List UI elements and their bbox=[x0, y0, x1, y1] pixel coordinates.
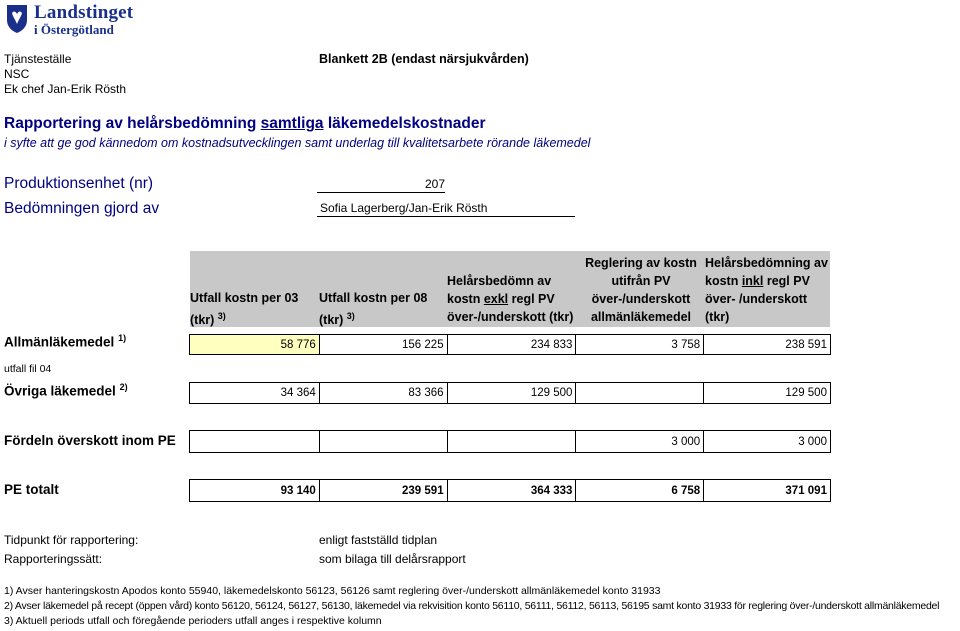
page-title: Rapportering av helårsbedömning samtliga läkemedelskostnader bbox=[4, 115, 486, 132]
production-unit-field[interactable] bbox=[317, 176, 445, 193]
assessed-by-label: Bedömningen gjord av bbox=[4, 200, 160, 217]
cell-ovriga-per08[interactable]: 83 366 bbox=[319, 383, 447, 403]
logo-name-line1: Landstinget bbox=[34, 2, 134, 23]
county-crest-icon bbox=[6, 4, 28, 34]
cell-total-per08: 239 591 bbox=[319, 480, 447, 501]
cell-ovriga-reglering[interactable] bbox=[575, 383, 703, 403]
cell-allman-per08[interactable]: 156 225 bbox=[319, 335, 447, 354]
cell-fordeln-inkl: 3 000 bbox=[703, 431, 830, 452]
row-label-allmanlakemedel: Allmänläkemedel $^{1)}$ bbox=[4, 333, 127, 350]
cell-fordeln-per08[interactable] bbox=[319, 431, 447, 452]
assessed-by-value: Sofia Lagerberg/Jan-Erik Rösth bbox=[320, 201, 488, 215]
reporting-method-label: Rapporteringssätt: bbox=[4, 552, 103, 566]
column-header-3: Helårsbedömn av kostn exkl regl PV över-/underskott (tkr) bbox=[447, 274, 574, 324]
cell-total-per03: 93 140 bbox=[280, 484, 316, 497]
row-label-fordeln-overskott: Fördeln överskott inom PE bbox=[4, 433, 176, 448]
production-unit-label: Produktionsenhet (nr) bbox=[4, 175, 154, 192]
production-unit-value: 207 bbox=[424, 177, 445, 191]
cell-total-inkl: 371 091 bbox=[703, 480, 830, 501]
unit-line1: Tjänsteställe bbox=[4, 52, 72, 66]
table-row bbox=[189, 479, 831, 502]
page-subtitle: i syfte att ge god kännedom om kostnadsutvecklingen samt underlag till kvalitetsarbete rörande läkemedel bbox=[4, 136, 591, 150]
cell-allman-inkl: 238 591 bbox=[703, 335, 830, 354]
cell-allman-per03[interactable]: 58 776 bbox=[190, 335, 319, 354]
logo bbox=[6, 4, 146, 38]
column-header-4: Reglering av kostn utifrån PV över-/underskott allmänläkemedel bbox=[585, 256, 697, 324]
cell-ovriga-per03[interactable]: 34 364 bbox=[280, 387, 316, 399]
cell-allman-exkl[interactable]: 234 833 bbox=[447, 335, 576, 354]
footnote-1: 1) Avser hanteringskostn Apodos konto 55940, läkemedelskonto 56123, 56126 samt reglering över-/underskott allmänläkemedel konto 31933 bbox=[4, 585, 661, 597]
row-label-pe-totalt: PE totalt bbox=[4, 482, 59, 497]
assessed-by-field[interactable] bbox=[317, 200, 575, 217]
column-header-2: Utfall kostn per 08 (tkr) $^{3)}$ bbox=[319, 291, 428, 328]
note-utfall-fil: utfall fil 04 bbox=[4, 363, 52, 375]
cell-total-reglering: 6 758 bbox=[575, 480, 703, 501]
row-label-ovriga-lakemedel: Övriga läkemedel $^{2)}$ bbox=[4, 382, 128, 399]
unit-line3: Ek chef Jan-Erik Rösth bbox=[4, 82, 127, 96]
reporting-time-value: enligt fastställd tidplan bbox=[319, 533, 438, 547]
cell-fordeln-reglering[interactable]: 3 000 bbox=[575, 431, 703, 452]
form-title: Blankett 2B (endast närsjukvården) bbox=[319, 52, 529, 66]
footnote-2: 2) Avser läkemedel på recept (öppen vård) konto 56120, 56124, 56127, 56130, läkemedel via rekvisition konto 56110, 56111, 56112, 56113, 56195 samt konto 31933 för reglering över-/underskott allmänläkemedel bbox=[4, 600, 940, 612]
cell-total-exkl: 364 333 bbox=[447, 480, 576, 501]
logo-name-line2: i Östergötland bbox=[34, 22, 114, 37]
reporting-time-label: Tidpunkt för rapportering: bbox=[4, 533, 139, 547]
footnote-3: 3) Aktuell periods utfall och föregående perioders utfall anges i respektive kolumn bbox=[4, 615, 382, 627]
reporting-method-value: som bilaga till delårsrapport bbox=[319, 552, 466, 566]
table-row bbox=[189, 382, 831, 404]
table-row bbox=[189, 334, 831, 355]
cell-fordeln-exkl[interactable] bbox=[447, 431, 576, 452]
column-header-5: Helårsbedömning av kostn inkl regl PV över- /underskott (tkr) bbox=[705, 256, 828, 324]
unit-line2: NSC bbox=[4, 67, 30, 81]
cell-ovriga-inkl: 129 500 bbox=[703, 383, 830, 403]
cell-allman-reglering[interactable]: 3 758 bbox=[575, 335, 703, 354]
table-row bbox=[189, 430, 831, 453]
column-header-1: Utfall kostn per 03 (tkr) $^{3)}$ bbox=[190, 291, 299, 328]
cell-ovriga-exkl[interactable]: 129 500 bbox=[447, 383, 576, 403]
cell-fordeln-per03[interactable] bbox=[190, 431, 319, 452]
